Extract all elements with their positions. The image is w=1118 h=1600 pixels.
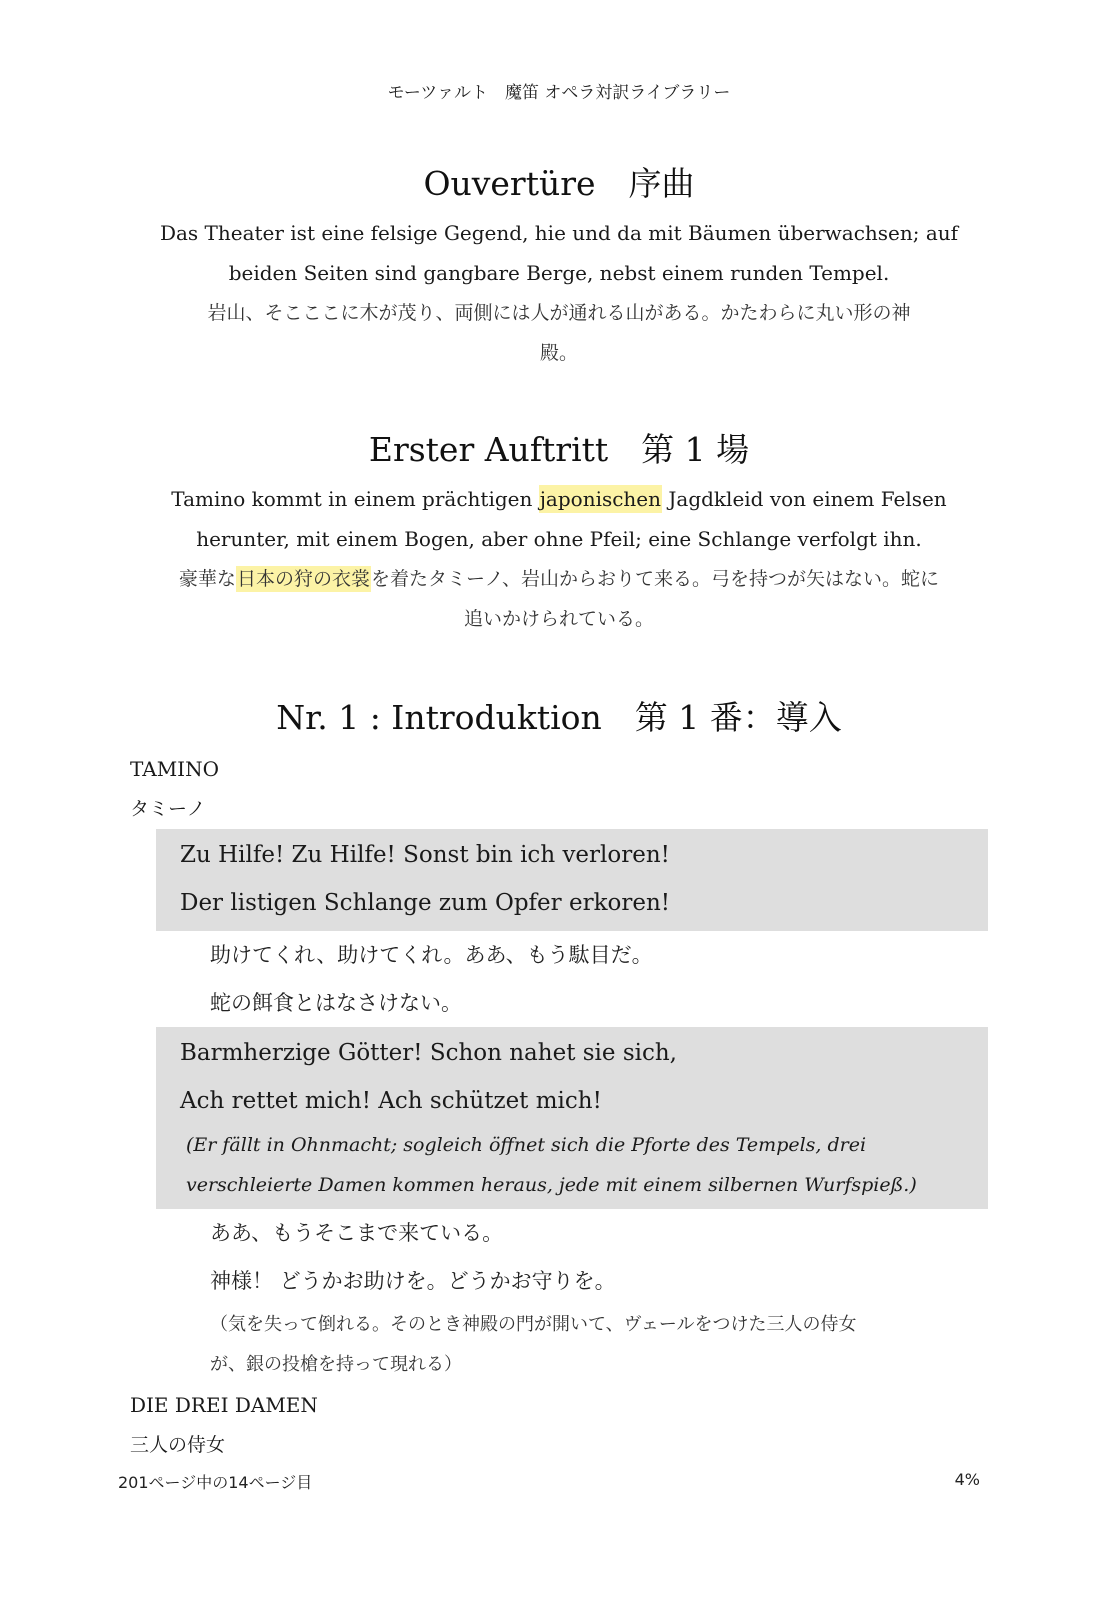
japanese-stage-direction: （気を失って倒れる。そのとき神殿の門が開いて、ヴェールをつけた三人の侍女 <box>210 1314 857 1335</box>
japanese-lyric-line: 神様！ どうかお助けを。どうかお守りを。 <box>210 1269 616 1293</box>
german-lyric-line: Der listigen Schlange zum Opfer erkoren! <box>180 890 671 916</box>
page-body[interactable] <box>130 155 988 1465</box>
stage-direction-de-line <box>130 479 988 519</box>
german-stage-direction: verschleierte Damen kommen heraus, jede mit einem silbernen Wurfspieß.) <box>186 1174 917 1196</box>
german-stage-direction: (Er fällt in Ohnmacht; sogleich öffnet sich die Pforte des Tempels, drei <box>186 1134 867 1156</box>
japanese-stage-direction: が、銀の投槍を持って現れる） <box>210 1354 462 1375</box>
stage-direction-ja-line: 岩山、そこここに木が茂り、両側には人が通れる山がある。かたわらに丸い形の神 <box>207 302 911 324</box>
german-lyric-line: Barmherzige Götter! Schon nahet sie sich, <box>180 1040 677 1066</box>
japanese-lyrics-block <box>210 931 988 1027</box>
role-name-de: DIE DREI DAMEN <box>130 1393 318 1417</box>
german-lyrics-block <box>156 1027 988 1209</box>
stage-direction-ja-line <box>130 559 988 599</box>
japanese-lyrics-block <box>210 1209 988 1385</box>
stage-direction-de-line: herunter, mit einem Bogen, aber ohne Pfeil; eine Schlange verfolgt ihn. <box>196 527 922 551</box>
german-lyric-line: Ach rettet mich! Ach schützet mich! <box>180 1088 602 1114</box>
text-run: 豪華な <box>178 568 236 590</box>
text-run: Tamino kommt in einem prächtigen <box>171 487 539 511</box>
role-name-ja: 三人の侍女 <box>130 1434 226 1456</box>
role-name-ja: タミーノ <box>130 798 206 820</box>
role-name-de: TAMINO <box>130 757 219 781</box>
german-lyric-line: Zu Hilfe! Zu Hilfe! Sonst bin ich verloren! <box>180 842 670 868</box>
german-lyrics-block <box>156 829 988 931</box>
japanese-lyric-line: ああ、もうそこまで来ている。 <box>210 1221 504 1245</box>
page-counter: 201ページ中の14ページ目 <box>118 1473 313 1492</box>
japanese-lyric-line: 助けてくれ、助けてくれ。ああ、もう駄目だ。 <box>210 943 653 967</box>
stage-direction-ja-line: 殿。 <box>539 342 578 364</box>
text-run: を着たタミーノ、岩山からおりて来る。弓を持つが矢はない。蛇に <box>370 568 940 590</box>
section-heading-scene-1: Erster Auftritt 第 1 場 <box>368 430 750 469</box>
running-header: モーツァルト 魔笛 オペラ対訳ライブラリー <box>387 83 731 103</box>
reading-progress: 4% <box>954 1470 980 1489</box>
japanese-lyric-line: 蛇の餌食とはなさけない。 <box>210 991 462 1015</box>
stage-direction-ja-line: 追いかけられている。 <box>463 608 654 630</box>
highlighted-text[interactable]: 日本の狩の衣裳 <box>236 568 370 590</box>
section-heading-overture: Ouvertüre 序曲 <box>423 164 695 203</box>
stage-direction-de-line: Das Theater ist eine felsige Gegend, hie und da mit Bäumen überwachsen; auf <box>159 221 959 245</box>
text-run: Jagdkleid von einem Felsen <box>662 487 947 511</box>
highlighted-text[interactable]: japonischen <box>539 487 662 511</box>
stage-direction-de-line: beiden Seiten sind gangbare Berge, nebst einem runden Tempel. <box>228 261 890 285</box>
section-heading-number-1: Nr. 1 : Introduktion 第 1 番：導入 <box>276 698 842 737</box>
